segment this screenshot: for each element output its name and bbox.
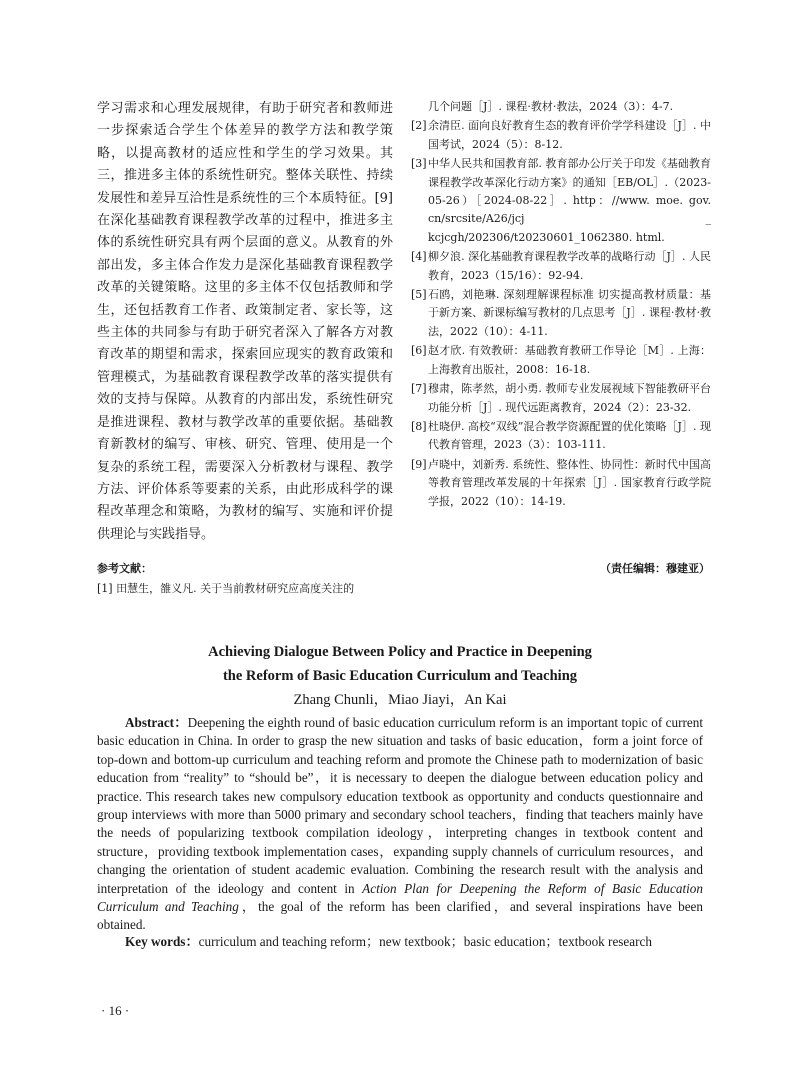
reference-number: [9]	[411, 457, 427, 471]
english-title-line: the Reform of Basic Education Curriculum and Teaching	[222, 668, 578, 684]
reference-text: 杜晓伊. 高校“双线”混合教学资源配置的优化策略［J］. 现代教育管理，2023（3）：103-111.	[428, 419, 711, 452]
page-number: · 16 ·	[101, 1003, 130, 1018]
reference-number: [5]	[411, 288, 427, 302]
keywords-text: curriculum and teaching reform；new textbook；basic education；textbook research	[198, 934, 652, 949]
reference-number: [4]	[411, 250, 427, 264]
reference-text: 余清臣. 面向良好教育生态的教育评价学学科建设［J］. 中国考试，2024（5）：8-12.	[428, 119, 711, 151]
abstract-text: ，the goal of the reform has been clarified，and several inspirations have been obtained.	[97, 899, 703, 933]
keywords-label: Key words：	[125, 934, 199, 949]
reference-item	[413, 380, 711, 417]
reference-text: 田慧生，雒义凡. 关于当前教材研究应高度关注的	[116, 582, 355, 595]
english-title	[0, 640, 800, 688]
reference-item	[413, 342, 711, 379]
editor-note: （责任编辑：穆建亚）	[600, 562, 710, 575]
reference-number: [6]	[411, 344, 427, 358]
reference-text: 几个问题［J］. 课程·教材·教法，2024（3）：4-7.	[428, 100, 674, 113]
reference-text: 卢晓中，刘新秀. 系统性、整体性、协同性：新时代中国高等教育管理改革发展的十年探索［J］. 国家教育行政学院学报，2022（10）：14-19.	[428, 457, 711, 508]
reference-text: 穆肃，陈孝然，胡小勇. 教师专业发展视域下智能教研平台功能分析［J］. 现代远距离教育，2024（2）：23-32.	[428, 382, 711, 414]
reference-item	[413, 286, 711, 341]
english-keywords	[97, 933, 703, 951]
reference-number: [7]	[411, 382, 427, 396]
reference-item	[413, 456, 711, 511]
english-abstract	[97, 714, 703, 935]
english-title-line: Achieving Dialogue Between Policy and Practice in Deepening	[208, 644, 592, 660]
reference-number: [1]	[97, 582, 113, 595]
reference-text: 石鸥，刘艳琳. 深刻理解课程标准 切实提高教材质量：基于新方案、新课标编写教材的几点思考［J］. 课程·教材·教法，2022（10）：4-11.	[428, 288, 711, 338]
reference-text: 中华人民共和国教育部. 教育部办公厅关于印发《基础教育课程教学改革深化行动方案》的通知［EB/OL］.（2023-05-26）［2024-08-22］. http：//www. moe. gov. cn/srcsite/A26/jcj _ kcjcgh/202306/t20230601_1062380. html.	[428, 157, 711, 244]
reference-text: 赵才欣. 有效教研：基础教育教研工作导论［M］. 上海：上海教育出版社，2008：16-18.	[428, 344, 711, 376]
reference-item	[413, 155, 711, 247]
references-heading: 参考文献：	[97, 562, 152, 575]
reference-text: 柳夕浪. 深化基础教育课程教学改革的战略行动［J］. 人民教育，2023（15/16）：92-94.	[428, 250, 711, 282]
reference-number: [3]	[411, 157, 427, 171]
reference-1-continuation	[413, 98, 711, 116]
abstract-label: Abstract：	[125, 715, 188, 730]
references-column	[413, 98, 711, 512]
reference-number: [8]	[411, 419, 427, 433]
reference-item	[97, 580, 393, 598]
reference-item	[413, 418, 711, 455]
english-authors: Zhang Chunli，Miao Jiayi，An Kai	[293, 692, 507, 708]
body-text-column	[97, 98, 393, 546]
reference-number: [2]	[411, 119, 427, 133]
abstract-italic-title: Action Plan for Deepening the Reform of Basic Education Curriculum and Teaching	[97, 880, 703, 915]
body-paragraph: 学习需求和心理发展规律，有助于研究者和教师进一步探索适合学生个体差异的教学方法和教学策略，以提高教材的适应性和学生的学习效果。其三，推进多主体的系统性研究。整体关联性、持续发展性和差异互洽性是系统性的三个本质特征。[9]在深化基础教育课程教学改革的过程中，推进多主体的系统性研究具有两个层面的意义。从教育的外部出发，多主体合作发力是深化基础教育课程教学改革的关键策略。这里的多主体不仅包括教师和学生，还包括教育工作者、政策制定者、家长等，这些主体的共同参与有助于研究者深入了解各方对教育改革的期望和需求，探索回应现实的教育政策和管理模式，为基础教育课程教学改革的落实提供有效的支持与保障。从教育的内部出发，系统性研究是推进课程、教材与教学改革的重要依据。基础教育新教材的编写、审核、研究、管理、使用是一个复杂的系统工程，需要深入分析教材与课程、教学方法、评价体系等要素的关系，由此形成科学的课程改革理念和策略，为教材的编写、实施和评价提供理论与实践指导。	[97, 101, 393, 542]
reference-list	[413, 117, 711, 511]
reference-item	[413, 248, 711, 285]
abstract-text: Deepening the eighth round of basic education curriculum reform is an important topic of current basic education in China. In order to grasp the new situation and tasks of basic education，form a joint force of top-down and bottom-up curriculum and teaching reform and promote the Chinese path to modernization of basic education from “reality” to “should be”，it is necessary to deepen the dialogue between education policy and practice. This research takes new compulsory education textbook as opportunity and conducts questionnaire and group interviews with more than 5000 primary and secondary school teachers，finding that teachers mainly have the needs of popularizing textbook compilation ideology，interpreting changes in textbook content and structure，providing textbook implementation cases，expanding supply channels of curriculum resources，and changing the orientation of student academic evaluation. Combining the research result with the analysis and interpretation of the ideology and content in	[97, 715, 703, 896]
reference-item	[413, 117, 711, 154]
